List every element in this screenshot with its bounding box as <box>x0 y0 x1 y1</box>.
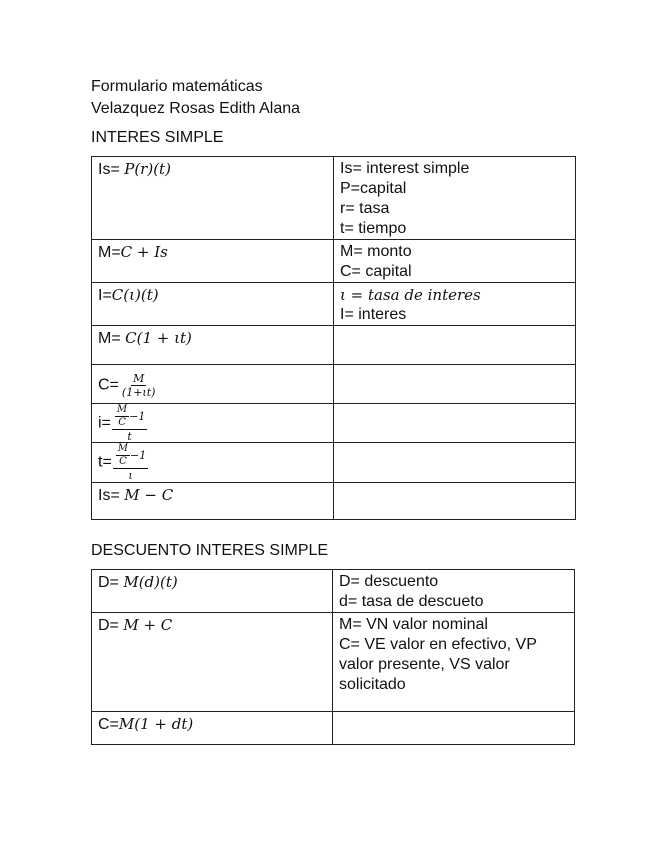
definition-cell <box>334 365 576 404</box>
section-heading-interes-simple: INTERES SIMPLE <box>91 129 224 146</box>
formula-cell: i= $\frac{M}{C}$ −1 t <box>92 404 334 443</box>
formula-cell: t= $\frac{M}{C}$ −1 ι <box>92 443 334 483</box>
formula-cell: D= M + C <box>92 613 333 712</box>
table-row <box>92 483 576 520</box>
table-row <box>92 613 575 712</box>
formula-cell: D= M(d)(t) <box>92 570 333 613</box>
formula-cell: C= $\frac{M}{(1+\iota t)}$ <box>92 365 334 404</box>
definition-cell: M= VN valor nominal C= VE valor en efectivo, VP valor presente, VS valor solicitado <box>333 613 575 712</box>
table-row <box>92 326 576 365</box>
definition-cell <box>334 483 576 520</box>
table-row <box>92 157 576 240</box>
table-row <box>92 443 576 483</box>
interes-simple-table <box>91 156 576 520</box>
definition-cell: M= monto C= capital <box>334 240 576 283</box>
formula-cell: M=C + Is <box>92 240 334 283</box>
definition-cell: Is= interest simple P=capital r= tasa t= tiempo <box>334 157 576 240</box>
table-row <box>92 712 575 745</box>
definition-cell: D= descuento d= tasa de descueto <box>333 570 575 613</box>
descuento-table <box>91 569 575 745</box>
section-heading-descuento: DESCUENTO INTERES SIMPLE <box>91 542 329 559</box>
formula-cell: I=C(ι)(t) <box>92 283 334 326</box>
definition-cell: ι = tasa de interes I= interes <box>334 283 576 326</box>
document-title: Formulario matemáticas <box>91 78 263 95</box>
document-author: Velazquez Rosas Edith Alana <box>91 100 301 117</box>
formula-cell: Is= M − C <box>92 483 334 520</box>
table-row <box>92 240 576 283</box>
table-row <box>92 365 576 404</box>
formula-cell: C=M(1 + dt) <box>92 712 333 745</box>
formula-cell: M= C(1 + ιt) <box>92 326 334 365</box>
definition-cell <box>334 443 576 483</box>
formula-cell: Is= P(r)(t) <box>92 157 334 240</box>
table-row <box>92 404 576 443</box>
definition-cell <box>334 404 576 443</box>
definition-cell <box>334 326 576 365</box>
definition-cell <box>333 712 575 745</box>
table-row <box>92 570 575 613</box>
table-row <box>92 283 576 326</box>
